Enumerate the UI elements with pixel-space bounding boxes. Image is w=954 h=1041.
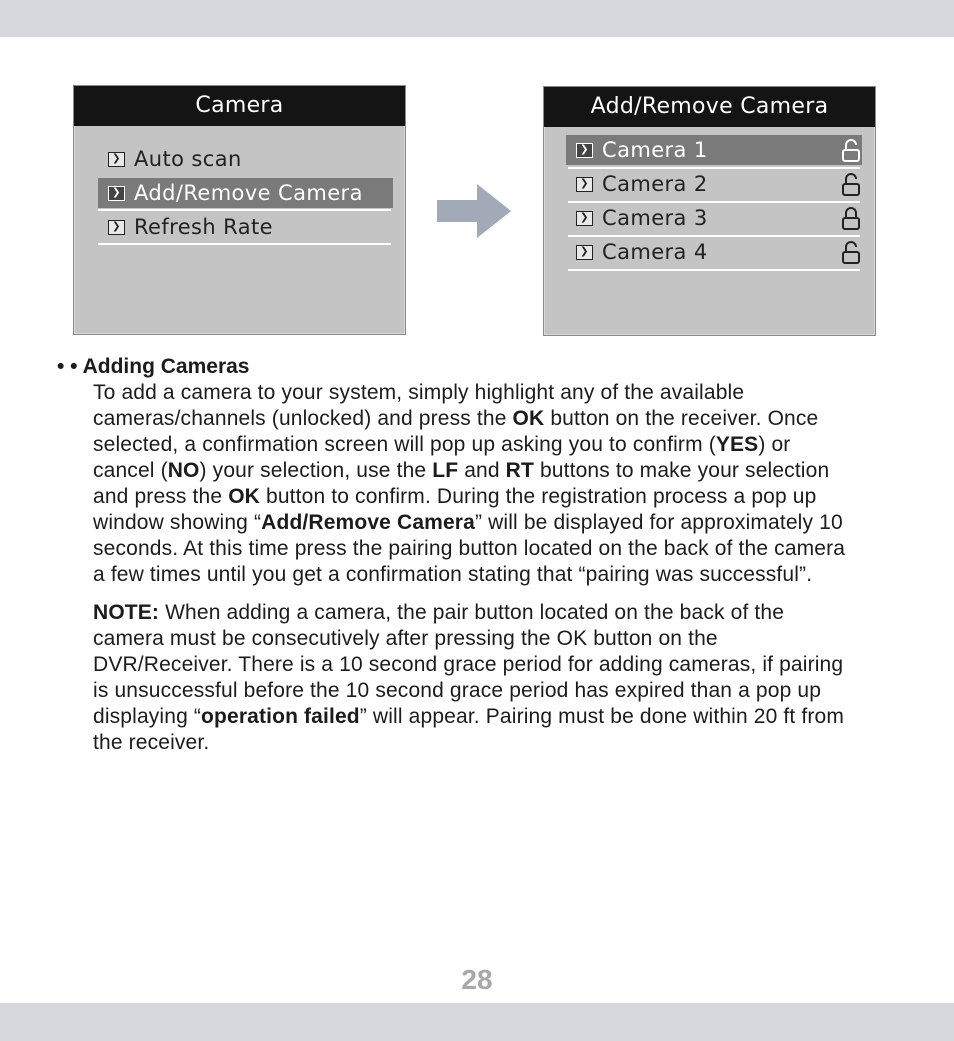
note-paragraph [93,600,857,756]
locked-padlock-icon [840,207,862,231]
menu-item-label: Auto scan [134,147,242,171]
text-run: ) or cancel ( [93,433,791,482]
adding-cameras-section [57,354,857,756]
add-remove-camera-keyword: Add/Remove Camera [261,511,475,534]
menu-item-auto-scan [98,144,388,174]
section-title: Adding Cameras [82,355,250,378]
lf-keyword: LF [432,459,459,482]
camera-label: Camera 4 [602,240,708,264]
camera-label: Camera 2 [602,172,708,196]
instructions-paragraph [93,380,857,588]
menu-item-label: Add/Remove Camera [134,181,363,205]
page-number: 28 [461,964,493,995]
section-heading [57,354,857,380]
add-remove-camera-screen [543,86,876,336]
camera-label: Camera 1 [602,138,708,162]
text-run: ” will be displayed for approximately 10 seconds. At this time press the pairing button located on the back of the camera a few times until you get a confirmation stating that “pairing was successful”. [93,511,846,586]
operation-failed-keyword: operation failed [201,705,360,728]
camera-menu-screen [73,85,406,335]
text-run: and [458,459,506,482]
text-run: ) your selection, use the [199,459,433,482]
menu-arrow-icon: ❯ [576,211,593,226]
unlocked-padlock-icon [840,173,862,197]
text-run: To add a camera to your system, simply highlight any of the available cameras/channels (unlocked) and press the [93,381,745,430]
camera-label: Camera 3 [602,206,708,230]
unlocked-padlock-icon [840,139,862,163]
camera-list-item [566,203,862,233]
camera-list-item [566,237,862,267]
bullet-glyph: • • [57,355,78,378]
camera-list-item [566,169,862,199]
text-run: ” will appear. Pairing must be done within 20 ft from the receiver. [93,705,844,754]
unlocked-padlock-icon [840,241,862,265]
no-keyword: NO [167,459,200,482]
header-band [0,0,954,37]
menu-divider [98,209,391,211]
menu-arrow-icon: ❯ [576,143,593,158]
menu-divider [98,243,391,245]
text-run: When adding a camera, the pair button located on the back of the camera must be consecutively after pressing the OK button on the DVR/Receiver. There is a 10 second grace period for adding cameras, if pairing is unsuccessful before the 10 second grace period has expired than a pop up displaying “ [93,601,844,728]
text-run: buttons to make your selection and press the [93,459,830,508]
yes-keyword: YES [715,433,759,456]
menu-arrow-icon: ❯ [576,245,593,260]
rt-keyword: RT [505,459,534,482]
menu-arrow-icon: ❯ [576,177,593,192]
menu-arrow-icon: ❯ [108,186,125,201]
footer-band [0,1003,954,1041]
ok-keyword: OK [228,485,260,508]
menu-arrow-icon: ❯ [108,220,125,235]
menu-item-label: Refresh Rate [134,215,273,239]
text-run: button on the receiver. Once selected, a confirmation screen will pop up asking you to confirm ( [93,407,819,456]
menu-item-refresh-rate [98,212,388,242]
ok-keyword: OK [512,407,545,430]
screen-title: Camera [74,86,405,126]
camera-divider [568,269,860,271]
note-label: NOTE: [93,601,160,624]
right-arrow-icon [437,184,511,238]
camera-list-item [566,135,862,165]
text-run: button to confirm. During the registration process a pop up window showing “ [93,485,817,534]
menu-item-add-remove-camera [98,178,393,208]
screen-title: Add/Remove Camera [544,87,875,127]
menu-arrow-icon: ❯ [108,152,125,167]
